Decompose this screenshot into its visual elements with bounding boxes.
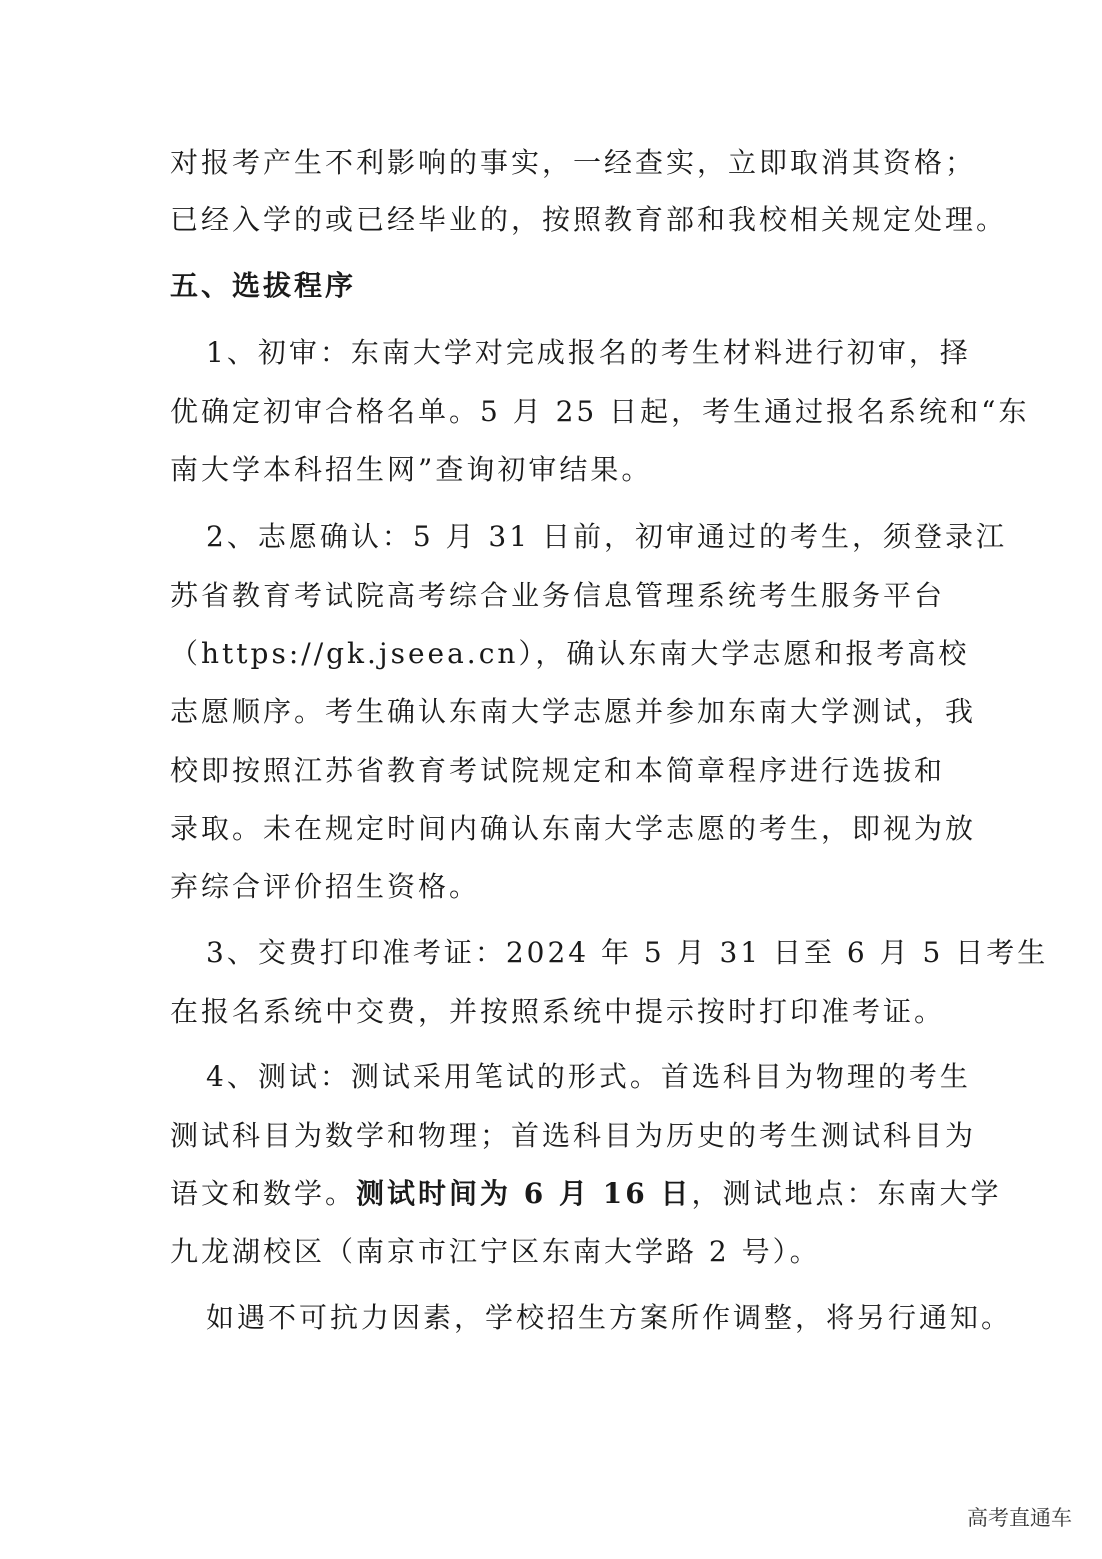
- item4-line-4: 九龙湖校区（南京市江宁区东南大学路 2 号）。: [170, 1235, 821, 1268]
- item4-line-3: [170, 1174, 1002, 1214]
- item1-line-2: 优确定初审合格名单。5 月 25 日起，考生通过报名系统和“东: [170, 395, 1030, 428]
- section-heading: 五、选拔程序: [170, 269, 357, 302]
- intro-line-2: 已经入学的或已经毕业的，按照教育部和我校相关规定处理。: [170, 203, 1008, 236]
- item2-line-6: 录取。未在规定时间内确认东南大学志愿的考生，即视为放: [170, 812, 977, 845]
- watermark-text: 高考直通车: [967, 1506, 1072, 1530]
- item3-line-1: 3、交费打印准考证：2024 年 5 月 31 日至 6 月 5 日考生: [206, 936, 1049, 969]
- item2-line-3: （https://gk.jseea.cn），确认东南大学志愿和报考高校: [170, 637, 970, 670]
- item4-line-2: 测试科目为数学和物理；首选科目为历史的考生测试科目为: [170, 1119, 977, 1152]
- item4-line-3-end: ，测试地点：东南大学: [691, 1177, 1002, 1210]
- item1-line-1: 1、初审：东南大学对完成报名的考生材料进行初审，择: [206, 336, 971, 369]
- item2-line-4: 志愿顺序。考生确认东南大学志愿并参加东南大学测试，我: [170, 695, 977, 728]
- closing-line: 如遇不可抗力因素，学校招生方案所作调整，将另行通知。: [206, 1301, 1013, 1334]
- item3-line-2: 在报名系统中交费，并按照系统中提示按时打印准考证。: [170, 995, 946, 1028]
- item4-line-1: 4、测试：测试采用笔试的形式。首选科目为物理的考生: [206, 1060, 971, 1093]
- intro-line-1: 对报考产生不利影响的事实，一经查实，立即取消其资格；: [170, 146, 977, 179]
- item2-line-5: 校即按照江苏省教育考试院规定和本简章程序进行选拔和: [170, 754, 946, 787]
- item4-line-3-start: 语文和数学。: [170, 1177, 357, 1210]
- test-date-emphasis: 测试时间为 6 月 16 日: [356, 1177, 692, 1210]
- item2-line-1: 2、志愿确认：5 月 31 日前，初审通过的考生，须登录江: [206, 520, 1007, 553]
- item1-line-3: 南大学本科招生网”查询初审结果。: [170, 453, 653, 486]
- item2-line-7: 弃综合评价招生资格。: [170, 870, 481, 903]
- item2-line-2: 苏省教育考试院高考综合业务信息管理系统考生服务平台: [170, 579, 946, 612]
